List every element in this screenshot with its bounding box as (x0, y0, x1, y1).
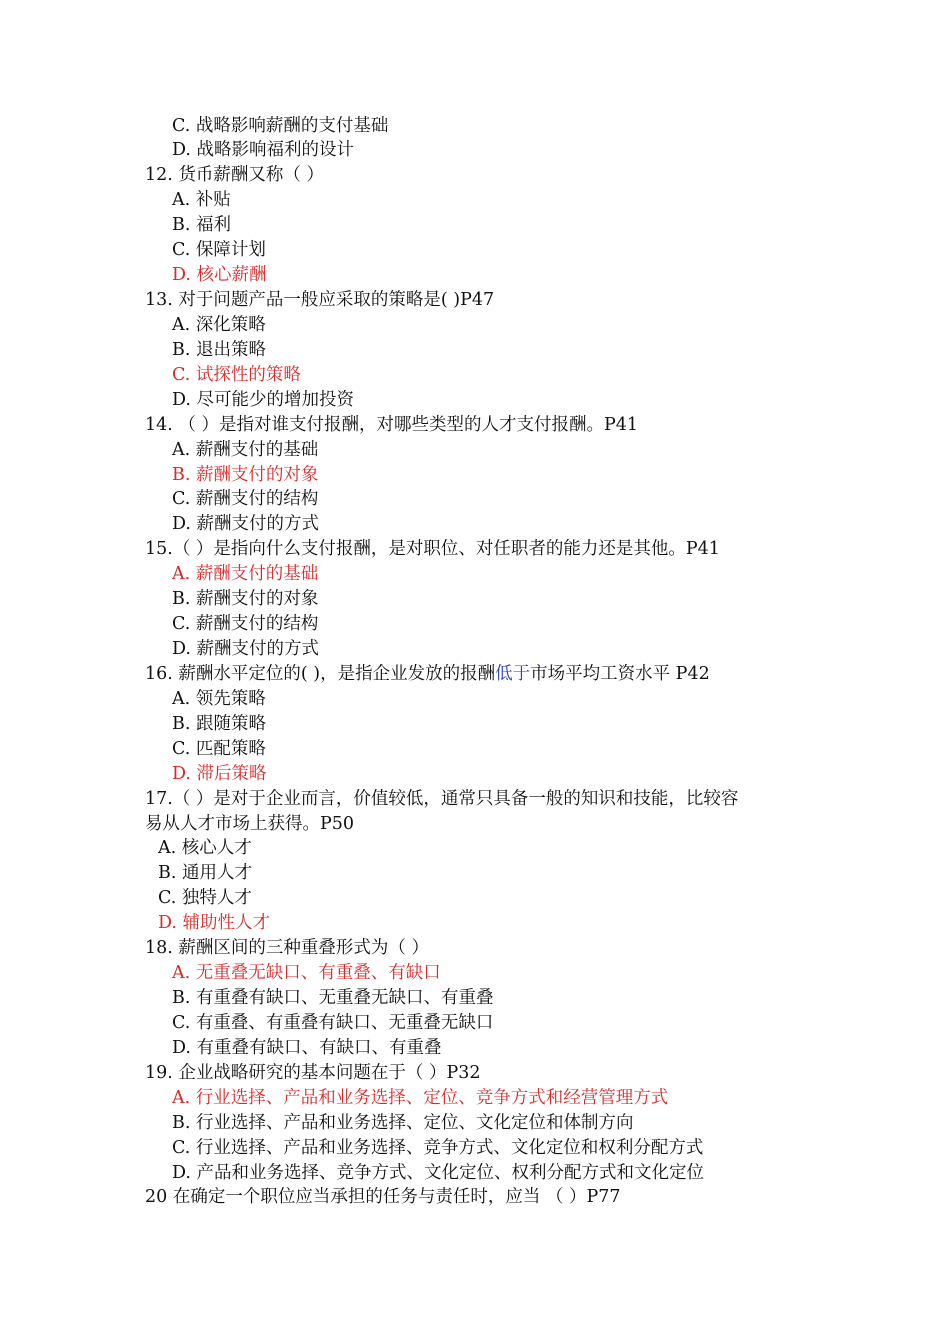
option-text: C. 战略影响薪酬的支付基础 (172, 115, 389, 136)
option-text: B. 行业选择、产品和业务选择、定位、文化定位和体制方向 (172, 1112, 634, 1133)
question-text: 13. 对于问题产品一般应采取的策略是( )P47 (145, 290, 495, 310)
option-text: D. 有重叠有缺口、有缺口、有重叠 (172, 1037, 442, 1058)
question-text (145, 662, 710, 687)
option-text: B. 通用人才 (158, 863, 252, 884)
option-text: A. 核心人才 (158, 838, 252, 859)
question-text: 易从人才市场上获得。P50 (145, 813, 355, 834)
question-text: 20 在确定一个职位应当承担的任务与责任时，应当 （ ）P77 (145, 1187, 621, 1208)
answer-option-text: D. 辅助性人才 (158, 913, 271, 934)
question-text: 19. 企业战略研究的基本问题在于（ ）P32 (145, 1062, 481, 1083)
answer-option-text: A. 无重叠无缺口、有重叠、有缺口 (172, 963, 441, 984)
option-text: B. 退出策略 (172, 339, 266, 360)
option-text: B. 福利 (172, 215, 231, 236)
answer-option-text: D. 滞后策略 (172, 763, 267, 784)
question-text: 12. 货币薪酬又称（ ） (145, 165, 324, 186)
question-text: 14. （ ）是指对谁支付报酬，对哪些类型的人才支付报酬。P41 (145, 414, 638, 435)
option-text: D. 尽可能少的增加投资 (172, 389, 355, 410)
question-text-part: 市场平均工资水平 P42 (530, 663, 710, 684)
option-text: C. 有重叠、有重叠有缺口、无重叠无缺口 (172, 1012, 494, 1033)
option-text: C. 保障计划 (172, 240, 266, 261)
answer-option-text: B. 薪酬支付的对象 (172, 464, 319, 485)
option-text: D. 产品和业务选择、竞争方式、文化定位、权利分配方式和文化定位 (172, 1162, 705, 1183)
question-text: 17.（ ）是对于企业而言，价值较低，通常只具备一般的知识和技能，比较容 (145, 788, 739, 809)
question-text: 15.（ ）是指向什么支付报酬，是对职位、对任职者的能力还是其他。P41 (145, 539, 720, 560)
option-text: C. 薪酬支付的结构 (172, 489, 319, 510)
option-text: C. 行业选择、产品和业务选择、竞争方式、文化定位和权利分配方式 (172, 1137, 704, 1158)
answer-option-text: C. 试探性的策略 (172, 364, 301, 385)
option-text: B. 薪酬支付的对象 (172, 589, 319, 610)
option-text: A. 薪酬支付的基础 (172, 439, 319, 460)
option-text: A. 深化策略 (172, 314, 266, 335)
option-text: B. 有重叠有缺口、无重叠无缺口、有重叠 (172, 988, 494, 1009)
question-text: 18. 薪酬区间的三种重叠形式为（ ） (145, 938, 429, 959)
option-text: D. 战略影响福利的设计 (172, 140, 355, 161)
option-text: D. 薪酬支付的方式 (172, 639, 320, 660)
answer-option-text: D. 核心薪酬 (172, 265, 267, 286)
option-text: C. 独特人才 (158, 888, 252, 909)
option-text: A. 补贴 (172, 190, 231, 211)
option-text: B. 跟随策略 (172, 713, 266, 734)
answer-option-text: A. 行业选择、产品和业务选择、定位、竞争方式和经营管理方式 (172, 1087, 669, 1108)
option-text: C. 匹配策略 (172, 738, 266, 759)
option-text: C. 薪酬支付的结构 (172, 614, 319, 635)
answer-option-text: A. 薪酬支付的基础 (172, 564, 319, 585)
highlighted-keyword: 低于 (495, 663, 531, 684)
option-text: D. 薪酬支付的方式 (172, 514, 320, 535)
question-text-part: 16. 薪酬水平定位的( )，是指企业发放的报酬 (145, 663, 496, 684)
option-text: A. 领先策略 (172, 688, 266, 709)
